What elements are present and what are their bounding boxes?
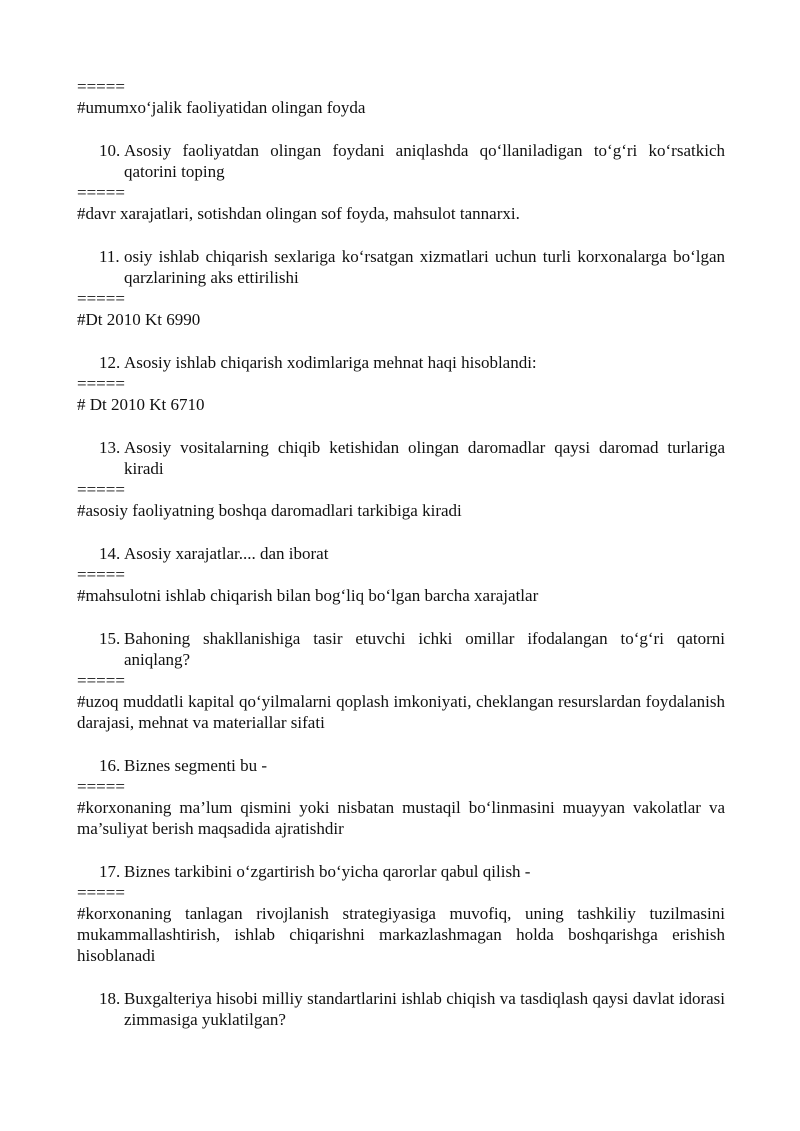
separator: ===== xyxy=(77,883,125,902)
question-text: Biznes tarkibini o‘zgartirish bo‘yicha qarorlar qabul qilish - xyxy=(124,862,531,881)
question-text: Asosiy faoliyatdan olingan foydani aniqlashda qo‘llaniladigan to‘g‘ri ko‘rsatkich qatorini toping xyxy=(124,141,725,181)
separator: ===== xyxy=(77,183,125,202)
separator: ===== xyxy=(77,671,125,690)
question-number: 14. xyxy=(99,544,121,563)
question-number: 13. xyxy=(99,438,121,457)
question-number: 17. xyxy=(99,862,121,881)
question-number: 11. xyxy=(99,247,120,266)
question-11 xyxy=(77,246,725,288)
question-text: Asosiy vositalarning chiqib ketishidan olingan daromadlar qaysi daromad turlariga kiradi xyxy=(124,438,725,478)
question-15 xyxy=(77,628,725,670)
question-14 xyxy=(77,543,725,564)
answer-text: #davr xarajatlari, sotishdan olingan sof foyda, mahsulot tannarxi. xyxy=(77,204,520,223)
separator: ===== xyxy=(77,289,125,308)
separator: ===== xyxy=(77,565,125,584)
question-text: Asosiy ishlab chiqarish xodimlariga mehnat haqi hisoblandi: xyxy=(124,353,537,372)
answer-text: #korxonaning ma’lum qismini yoki nisbatan mustaqil bo‘linmasini muayyan vakolatlar va ma’suliyat berish maqsadida ajratishdir xyxy=(77,798,725,838)
question-16 xyxy=(77,755,725,776)
question-text: Asosiy xarajatlar.... dan iborat xyxy=(124,544,329,563)
question-text: osiy ishlab chiqarish sexlariga ko‘rsatgan xizmatlari uchun turli korxonalarga bo‘lgan qarzlarining aks ettirilishi xyxy=(124,247,725,287)
separator: ===== xyxy=(77,777,125,796)
question-10 xyxy=(77,140,725,182)
question-text: Biznes segmenti bu - xyxy=(124,756,268,775)
question-number: 10. xyxy=(99,141,121,160)
question-text: Bahoning shakllanishiga tasir etuvchi ichki omillar ifodalangan to‘g‘ri qatorni aniqlang? xyxy=(124,629,725,669)
answer-text: #asosiy faoliyatning boshqa daromadlari tarkibiga kiradi xyxy=(77,501,462,520)
answer-text: #umumxo‘jalik faoliyatidan olingan foyda xyxy=(77,98,366,117)
question-12 xyxy=(77,352,725,373)
question-17 xyxy=(77,861,725,882)
answer-text: #Dt 2010 Kt 6990 xyxy=(77,310,201,329)
answer-text: # Dt 2010 Kt 6710 xyxy=(77,395,205,414)
answer-text: #korxonaning tanlagan rivojlanish strategiyasiga muvofiq, uning tashkiliy tuzilmasini mukammallashtirish, ishlab chiqarishni markazlashmagan holda boshqarishga erishish hisoblanadi xyxy=(77,904,725,965)
question-number: 15. xyxy=(99,629,121,648)
question-13 xyxy=(77,437,725,479)
question-number: 16. xyxy=(99,756,121,775)
question-text: Buxgalteriya hisobi milliy standartlarini ishlab chiqish va tasdiqlash qaysi davlat idorasi zimmasiga yuklatilgan? xyxy=(124,989,725,1029)
separator: ===== xyxy=(77,374,125,393)
answer-text: #mahsulotni ishlab chiqarish bilan bog‘liq bo‘lgan barcha xarajatlar xyxy=(77,586,539,605)
separator: ===== xyxy=(77,77,125,96)
answer-text: #uzoq muddatli kapital qo‘yilmalarni qoplash imkoniyati, cheklangan resurslardan foydalanish darajasi, mehnat va materiallar sifati xyxy=(77,692,725,732)
document-page xyxy=(77,76,725,1030)
question-18 xyxy=(77,988,725,1030)
question-number: 18. xyxy=(99,989,121,1008)
question-number: 12. xyxy=(99,353,121,372)
separator: ===== xyxy=(77,480,125,499)
